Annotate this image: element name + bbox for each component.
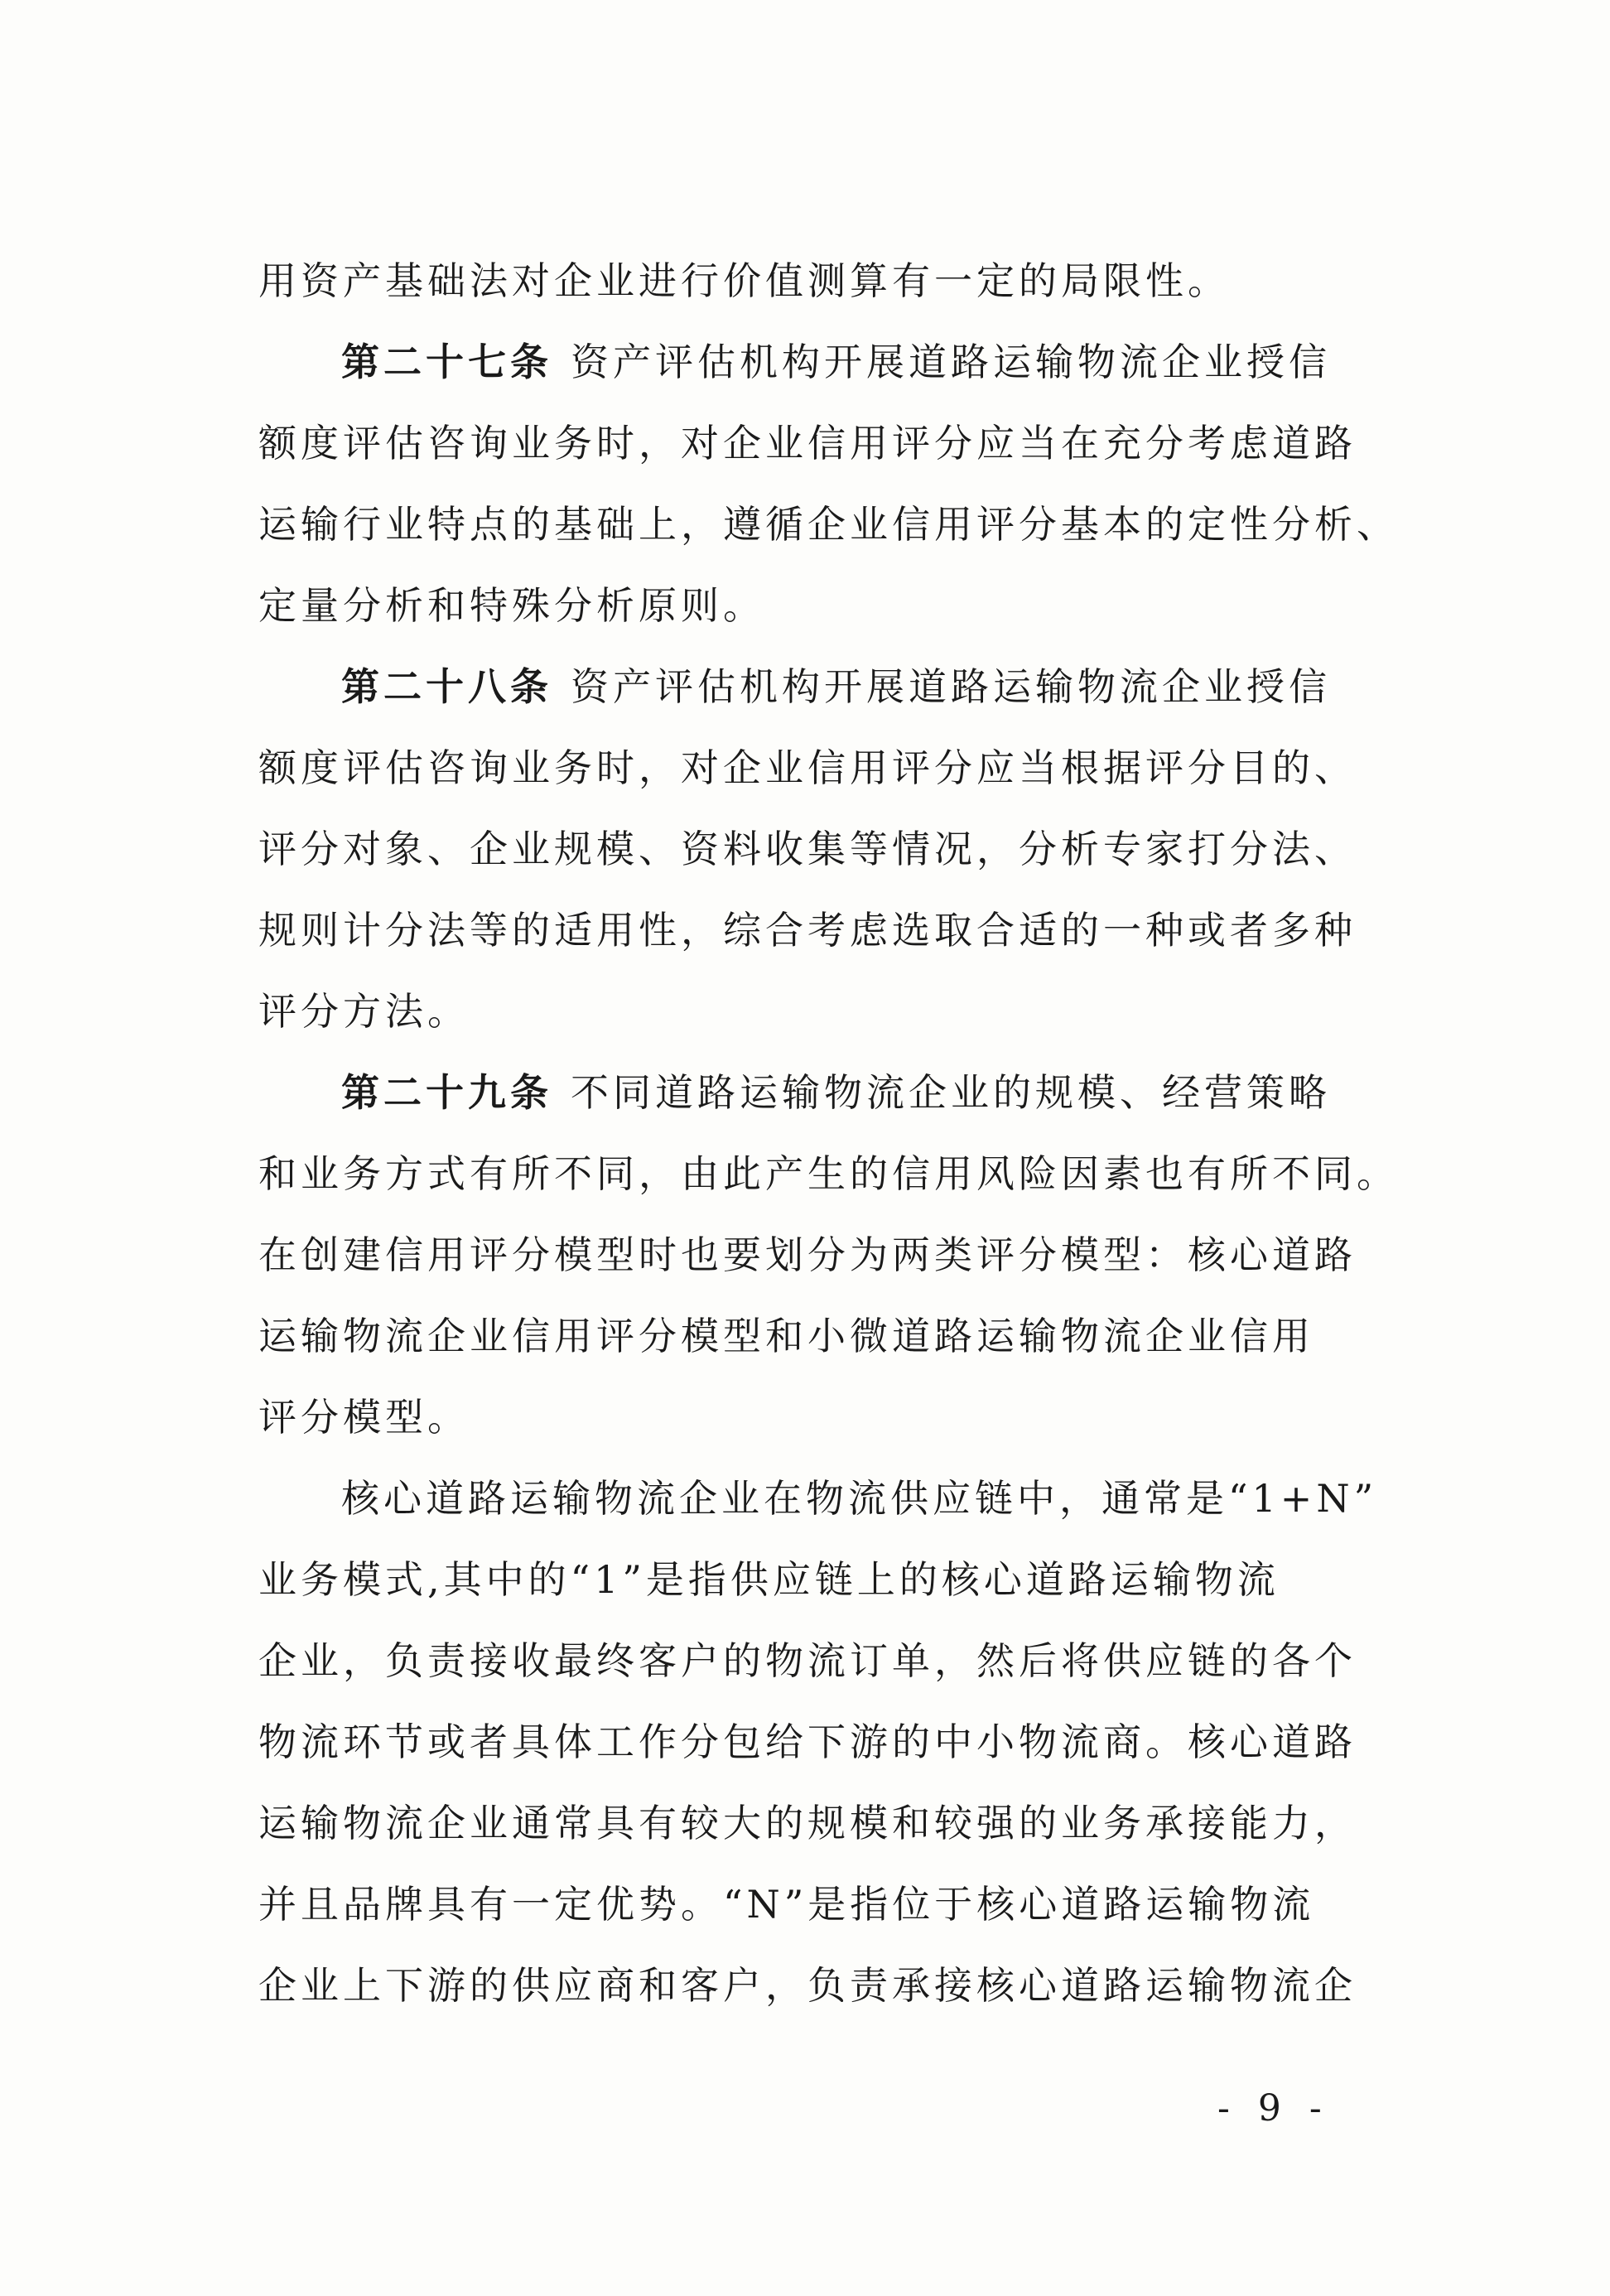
article-heading: 第二十九条 <box>341 1070 552 1115</box>
line-text: 企业上下游的供应商和客户，负责承接核心道路运输物流企 <box>258 1963 1357 2008</box>
line-text: 运输物流企业信用评分模型和小微道路运输物流企业信用 <box>258 1314 1314 1358</box>
line-text: 运输行业特点的基础上，遵循企业信用评分基本的定性分析、 <box>258 502 1399 547</box>
line-text: 评分方法。 <box>258 989 470 1034</box>
text-line <box>258 1539 1360 1620</box>
line-text: 评分对象、企业规模、资料收集等情况，分析专家打分法、 <box>258 827 1357 871</box>
text-line <box>258 1701 1360 1782</box>
line-text: 业务模式,其中的“1”是指供应链上的核心道路运输物流 <box>258 1557 1280 1602</box>
text-line <box>258 1133 1399 1214</box>
line-text: 用资产基础法对企业进行价值测算有一定的局限性。 <box>258 258 1230 303</box>
text-line <box>258 1377 1360 1458</box>
line-text: 评分模型。 <box>258 1395 470 1440</box>
line-text: 企业，负责接收最终客户的物流订单，然后将供应链的各个 <box>258 1638 1357 1683</box>
text-line <box>258 808 1360 890</box>
text-line <box>258 1295 1360 1377</box>
text-line <box>258 1864 1360 1945</box>
body-text <box>258 240 1399 2026</box>
text-line <box>258 1052 1360 1133</box>
text-line <box>258 565 1360 646</box>
text-line <box>258 484 1399 565</box>
line-text: 额度评估咨询业务时，对企业信用评分应当在充分考虑道路 <box>258 421 1357 465</box>
line-text: 在创建信用评分模型时也要划分为两类评分模型：核心道路 <box>258 1232 1357 1277</box>
line-text: 额度评估咨询业务时，对企业信用评分应当根据评分目的、 <box>258 745 1357 790</box>
line-text: 不同道路运输物流企业的规模、经营策略 <box>571 1070 1331 1115</box>
page-number: - 9 - <box>1217 2087 1330 2130</box>
text-line <box>258 403 1360 484</box>
text-line <box>258 646 1360 727</box>
text-line <box>258 1620 1360 1701</box>
line-text: 并且品牌具有一定优势。“N”是指位于核心道路运输物流 <box>258 1882 1315 1927</box>
line-text: 资产评估机构开展道路运输物流企业授信 <box>571 340 1331 384</box>
text-line <box>258 240 1360 321</box>
line-text: 运输物流企业通常具有较大的规模和较强的业务承接能力， <box>258 1801 1357 1845</box>
text-line <box>258 1458 1378 1539</box>
text-line <box>258 1945 1360 2026</box>
line-text: 资产评估机构开展道路运输物流企业授信 <box>571 664 1331 709</box>
text-line <box>258 890 1360 971</box>
text-line <box>258 1782 1360 1864</box>
text-line <box>258 1214 1360 1295</box>
article-heading: 第二十七条 <box>341 340 552 384</box>
text-line <box>258 971 1360 1052</box>
line-text: 物流环节或者具体工作分包给下游的中小物流商。核心道路 <box>258 1720 1357 1764</box>
text-line <box>258 727 1360 808</box>
article-heading: 第二十八条 <box>341 664 552 709</box>
line-text: 定量分析和特殊分析原则。 <box>258 583 765 628</box>
line-text: 和业务方式有所不同，由此产生的信用风险因素也有所不同。 <box>258 1151 1399 1196</box>
text-line <box>258 321 1360 403</box>
line-text: 规则计分法等的适用性，综合考虑选取合适的一种或者多种 <box>258 908 1357 953</box>
line-text: 核心道路运输物流企业在物流供应链中，通常是“1+N” <box>341 1476 1378 1521</box>
